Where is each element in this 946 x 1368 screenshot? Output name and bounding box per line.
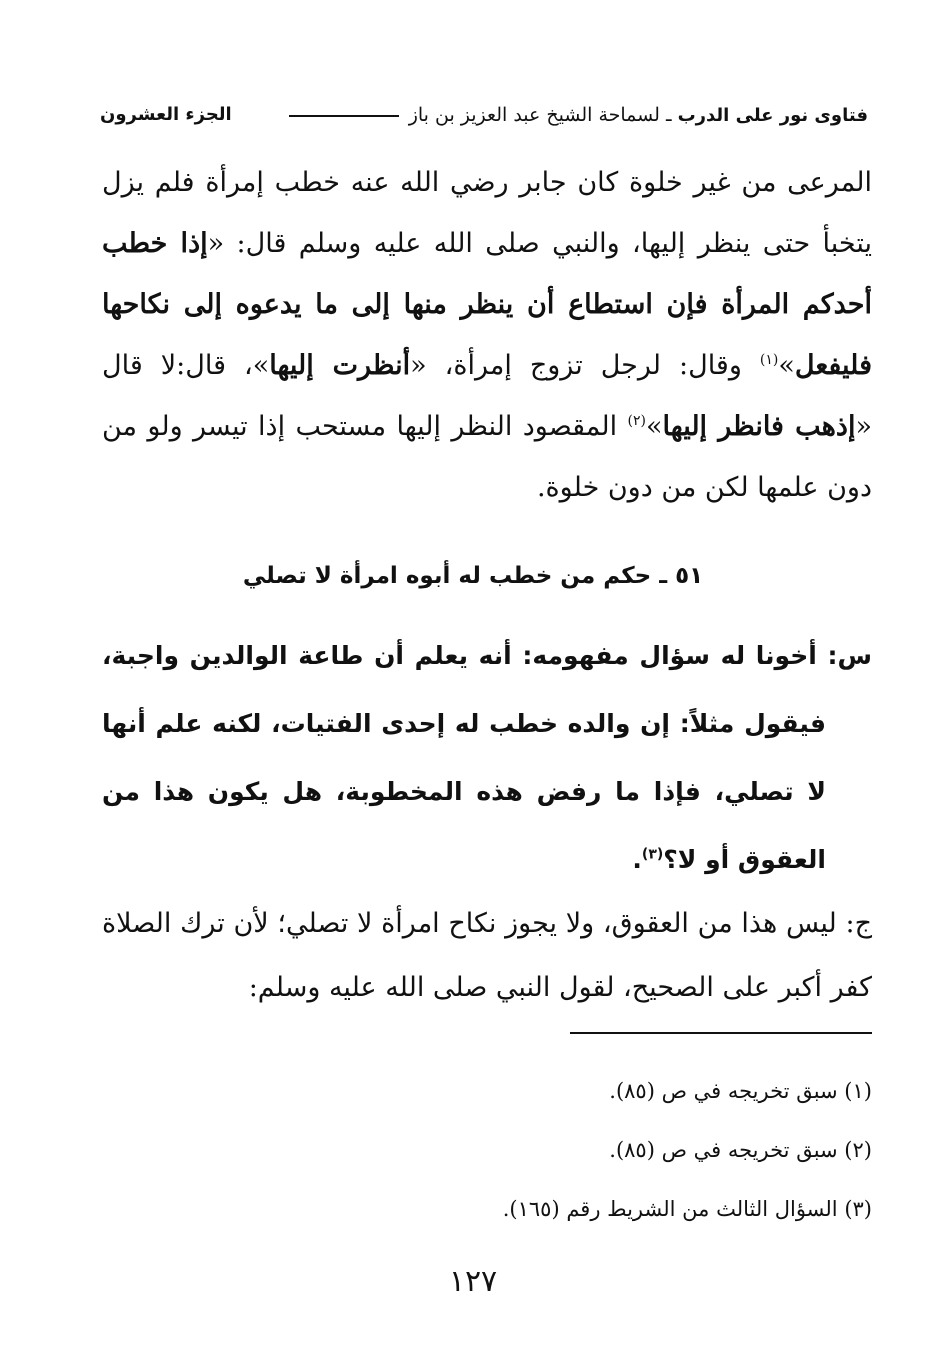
question-block (102, 622, 872, 894)
footnote-ref-3: (٣) (641, 846, 664, 863)
question-label: س: (827, 641, 872, 670)
page-number: ١٢٧ (448, 1264, 498, 1299)
header-title-group (285, 98, 868, 132)
hadith-quote: أنظرت إليها (269, 350, 411, 381)
footnote-ref-1: (١) (759, 352, 779, 368)
answer-label: ج: (845, 908, 872, 939)
header-author: لسماحة الشيخ عبد العزيز بن باز (408, 104, 660, 126)
footnote: (٢) سبق تخريجه في ص (٨٥). (609, 1138, 872, 1162)
footnote: (١) سبق تخريجه في ص (٨٥). (609, 1079, 872, 1103)
running-header (100, 98, 868, 132)
para-text: المقصود النظر إليها مستحب إذا تيسر ولو من دون علمها لكن من دون خلوة. (102, 411, 872, 503)
hadith-quote: إذا خطب أحدكم المرأة فإن استطاع أن ينظر منها إلى ما يدعوه إلى نكاحها فليفعل (102, 228, 872, 381)
quote-close: » (645, 411, 663, 442)
footnote-ref-2: (٢) (627, 413, 646, 429)
footnote: (٣) السؤال الثالث من الشريط رقم (١٦٥). (502, 1197, 872, 1221)
section-heading: ٥١ ـ حكم من خطب له أبوه امرأة لا تصلي (242, 563, 704, 589)
header-separator: ـ (665, 104, 672, 126)
question-body: أخونا له سؤال مفهومه: أنه يعلم أن طاعة الوالدين واجبة، فيقول مثلاً: إن والده خطب له إحدى الفتيات، لكنه علم أنها لا تصلي، فإذا ما رفض هذه المخطوبة، هل يكون هذا من العقوق أو لا؟ (102, 641, 828, 874)
paragraph-continuation (102, 152, 872, 518)
hadith-quote: إذهب فانظر إليها (662, 411, 856, 442)
para-text: »، قال:لا قال « (102, 350, 872, 442)
footnote-divider (570, 1032, 872, 1034)
header-book-title: فتاوى نور على الدرب (677, 105, 868, 126)
header-dash-line (289, 115, 399, 117)
question-end: . (632, 845, 642, 874)
question-text (102, 622, 872, 894)
footnotes (102, 1062, 872, 1239)
header-volume: الجزء العشرون (100, 104, 232, 125)
para-text: وقال: لرجل تزوج إمرأة، « (410, 350, 760, 381)
quote-close: » (778, 350, 795, 381)
answer-block (102, 892, 872, 1020)
para-text: المرعى من غير خلوة كان جابر رضي الله عنه خطب إمرأة فلم يزل يتخبأ حتى ينظر إليها، والنبي صلى الله عليه وسلم قال: « (102, 167, 872, 259)
answer-body: ليس هذا من العقوق، ولا يجوز نكاح امرأة لا تصلي؛ لأن ترك الصلاة كفر أكبر على الصحيح، لقول النبي صلى الله عليه وسلم: (102, 908, 872, 1003)
